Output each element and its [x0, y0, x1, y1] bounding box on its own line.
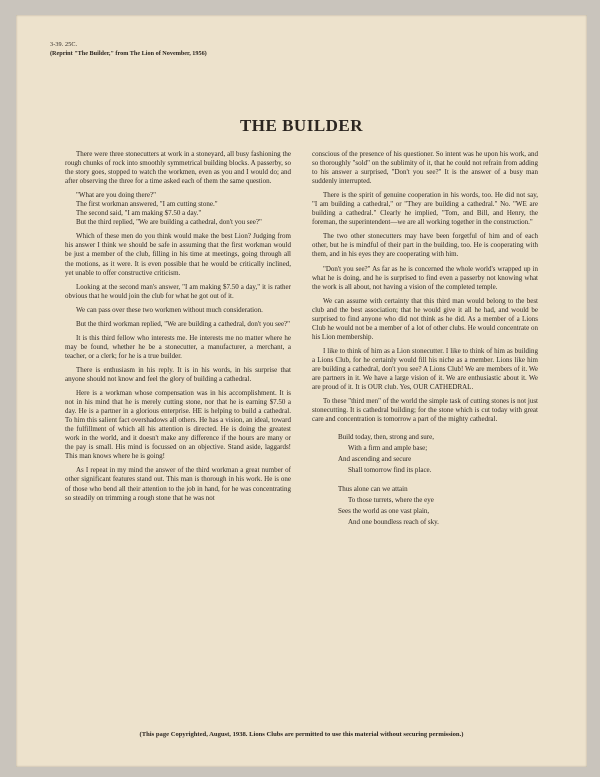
paragraph: It is this third fellow who interests me. He interests me no matter where he may be found, whether he be a stonecutter, a manufacturer, a merchant, a teacher, or a clerk; for he is a true builder.: [65, 333, 291, 360]
poem-line: With a firm and ample base;: [348, 444, 428, 453]
paragraph: We can assume with certainty that this third man would belong to the best club and the best association; that he would give it all he had, and would be surprised to find anyone who did not think as he did. As a member of a Lions Club he would not be a member of a lot of other clubs. He would concentrate on his Lion membership.: [312, 296, 538, 341]
paragraph: There were three stonecutters at work in a stoneyard, all busy fashioning the rough chunks of rock into smoothly symmetrical building blocks. A passerby, so the story goes, stopped to watch the workmen, even as you and I would do; and after observing the three for a time asked each of them the same question.: [65, 150, 291, 186]
paragraph: conscious of the presence of his questioner. So intent was he upon his work, and so thoroughly "sold" on the sublimity of it, that he could not refrain from adding to his answer a surprised, "Don't you see?" It is the answer of a busy man suddenly interrupted.: [312, 150, 538, 186]
poem: [312, 432, 538, 528]
paragraph: Which of these men do you think would make the best Lion? Judging from his answer I think we should be safe in assuming that the first workman would be just a member of the club, filling in his time at meetings, going through all the motions, as it were. It is even possible that he would be critically inclined, yet unable to offer constructive criticism.: [65, 232, 291, 277]
paragraph: "Don't you see?" As far as he is concerned the whole world's wrapped up in what he is doing, and he is surprised to find even a passerby not knowing what the work is all about, not having a vision of the completed temple.: [312, 264, 538, 291]
paragraph: I like to think of him as a Lion stonecutter. I like to think of him as building a Lions Club, for he certainly would fill his niche as a member. Lions like him are building a cathedral, don't you see? A Lions Club! We are members of it. We are partners in it. We have a large vision of it. We are enthusiastic about it. We are proud of it. It is OUR club. Yes, OUR CATHEDRAL.: [312, 346, 538, 392]
paragraph: There is enthusiasm in his reply. It is in his words, in his surprise that anyone should not know and feel the glory of building a cathedral.: [65, 365, 291, 383]
right-column: [312, 150, 538, 536]
poem-line: Shall tomorrow find its place.: [348, 466, 432, 475]
poem-line: And one boundless reach of sky.: [348, 518, 439, 527]
paragraph: But the third replied, "We are building a cathedral, don't you see?": [76, 218, 262, 227]
paragraph: We can pass over these two workmen without much consideration.: [76, 305, 263, 314]
paragraph: As I repeat in my mind the answer of the third workman a great number of other significant features stand out. This man is thorough in his work. He is one of those who bend all their attention to the job in hand, for he was concentrating so steadily on trimming a rough stone that he was not: [65, 466, 291, 502]
copyright-footer: (This page Copyrighted, August, 1938. Lions Clubs are permitted to use this material without securing permission.): [139, 731, 464, 738]
paragraph: There is the spirit of genuine cooperation in his words, too. He did not say, "I am building a cathedral," or "They are building a cathedral." No. "WE are building a cathedral." Clearly he implied, "Tom, and Bill, and Henry, the foreman, the superintendent—we are all working together in the construction.": [312, 191, 538, 227]
poem-stanza: [312, 484, 538, 528]
paragraph: "What are you doing there?": [76, 191, 156, 200]
reprint-note: (Reprint "The Builder," from The Lion of November, 1956): [50, 50, 207, 57]
poem-line: Sees the world as one vast plain,: [338, 507, 430, 516]
poem-line: Build today, then, strong and sure,: [338, 433, 434, 442]
poem-line: And ascending and secure: [338, 455, 412, 464]
paragraph: The two other stonecutters may have been forgetful of him and of each other, but he is mindful of their part in the building, too. He is cooperating with them, and in his eyes they are cooperating with him.: [312, 232, 538, 259]
paragraph: Here is a workman whose compensation was in his accomplishment. It is not in his mind that he is merely cutting stone, nor that he is earning $7.50 a day. He is a partner in a glorious enterprise. HE is helping to build a cathedral. To him this salient fact overshadows all others. He has a vision, an ideal, toward the fulfillment of which all his attention is directed. He is doing the greatest work in the world, and it doesn't make any difference if the hours are many or the pay is small. His mind is focussed on an objective. Stand aside, laggards! This man knows where he is going!: [65, 389, 291, 461]
poem-line: Thus alone can we attain: [338, 485, 408, 494]
paragraph: But the third workman replied, "We are building a cathedral, don't you see?": [76, 319, 291, 328]
paragraph: The first workman answered, "I am cutting stone.": [76, 200, 218, 209]
paragraph: Looking at the second man's answer, "I am making $7.50 a day," it is rather obvious that he would join the club for what he got out of it.: [65, 282, 291, 300]
paragraph: The second said, "I am making $7.50 a day.": [76, 209, 202, 218]
left-column: [65, 150, 291, 508]
poem-line: To those turrets, where the eye: [348, 496, 434, 505]
poem-stanza: [312, 432, 538, 476]
paragraph: To these "third men" of the world the simple task of cutting stones is not just stonecutting. It is cathedral building; for the stone which is cut today with great care and concentration is tomorrow a part of the mighty cathedral.: [312, 397, 538, 424]
document-page: [16, 15, 587, 767]
page-title: THE BUILDER: [239, 116, 364, 135]
catalog-code: 3-39. 25C.: [50, 41, 78, 48]
